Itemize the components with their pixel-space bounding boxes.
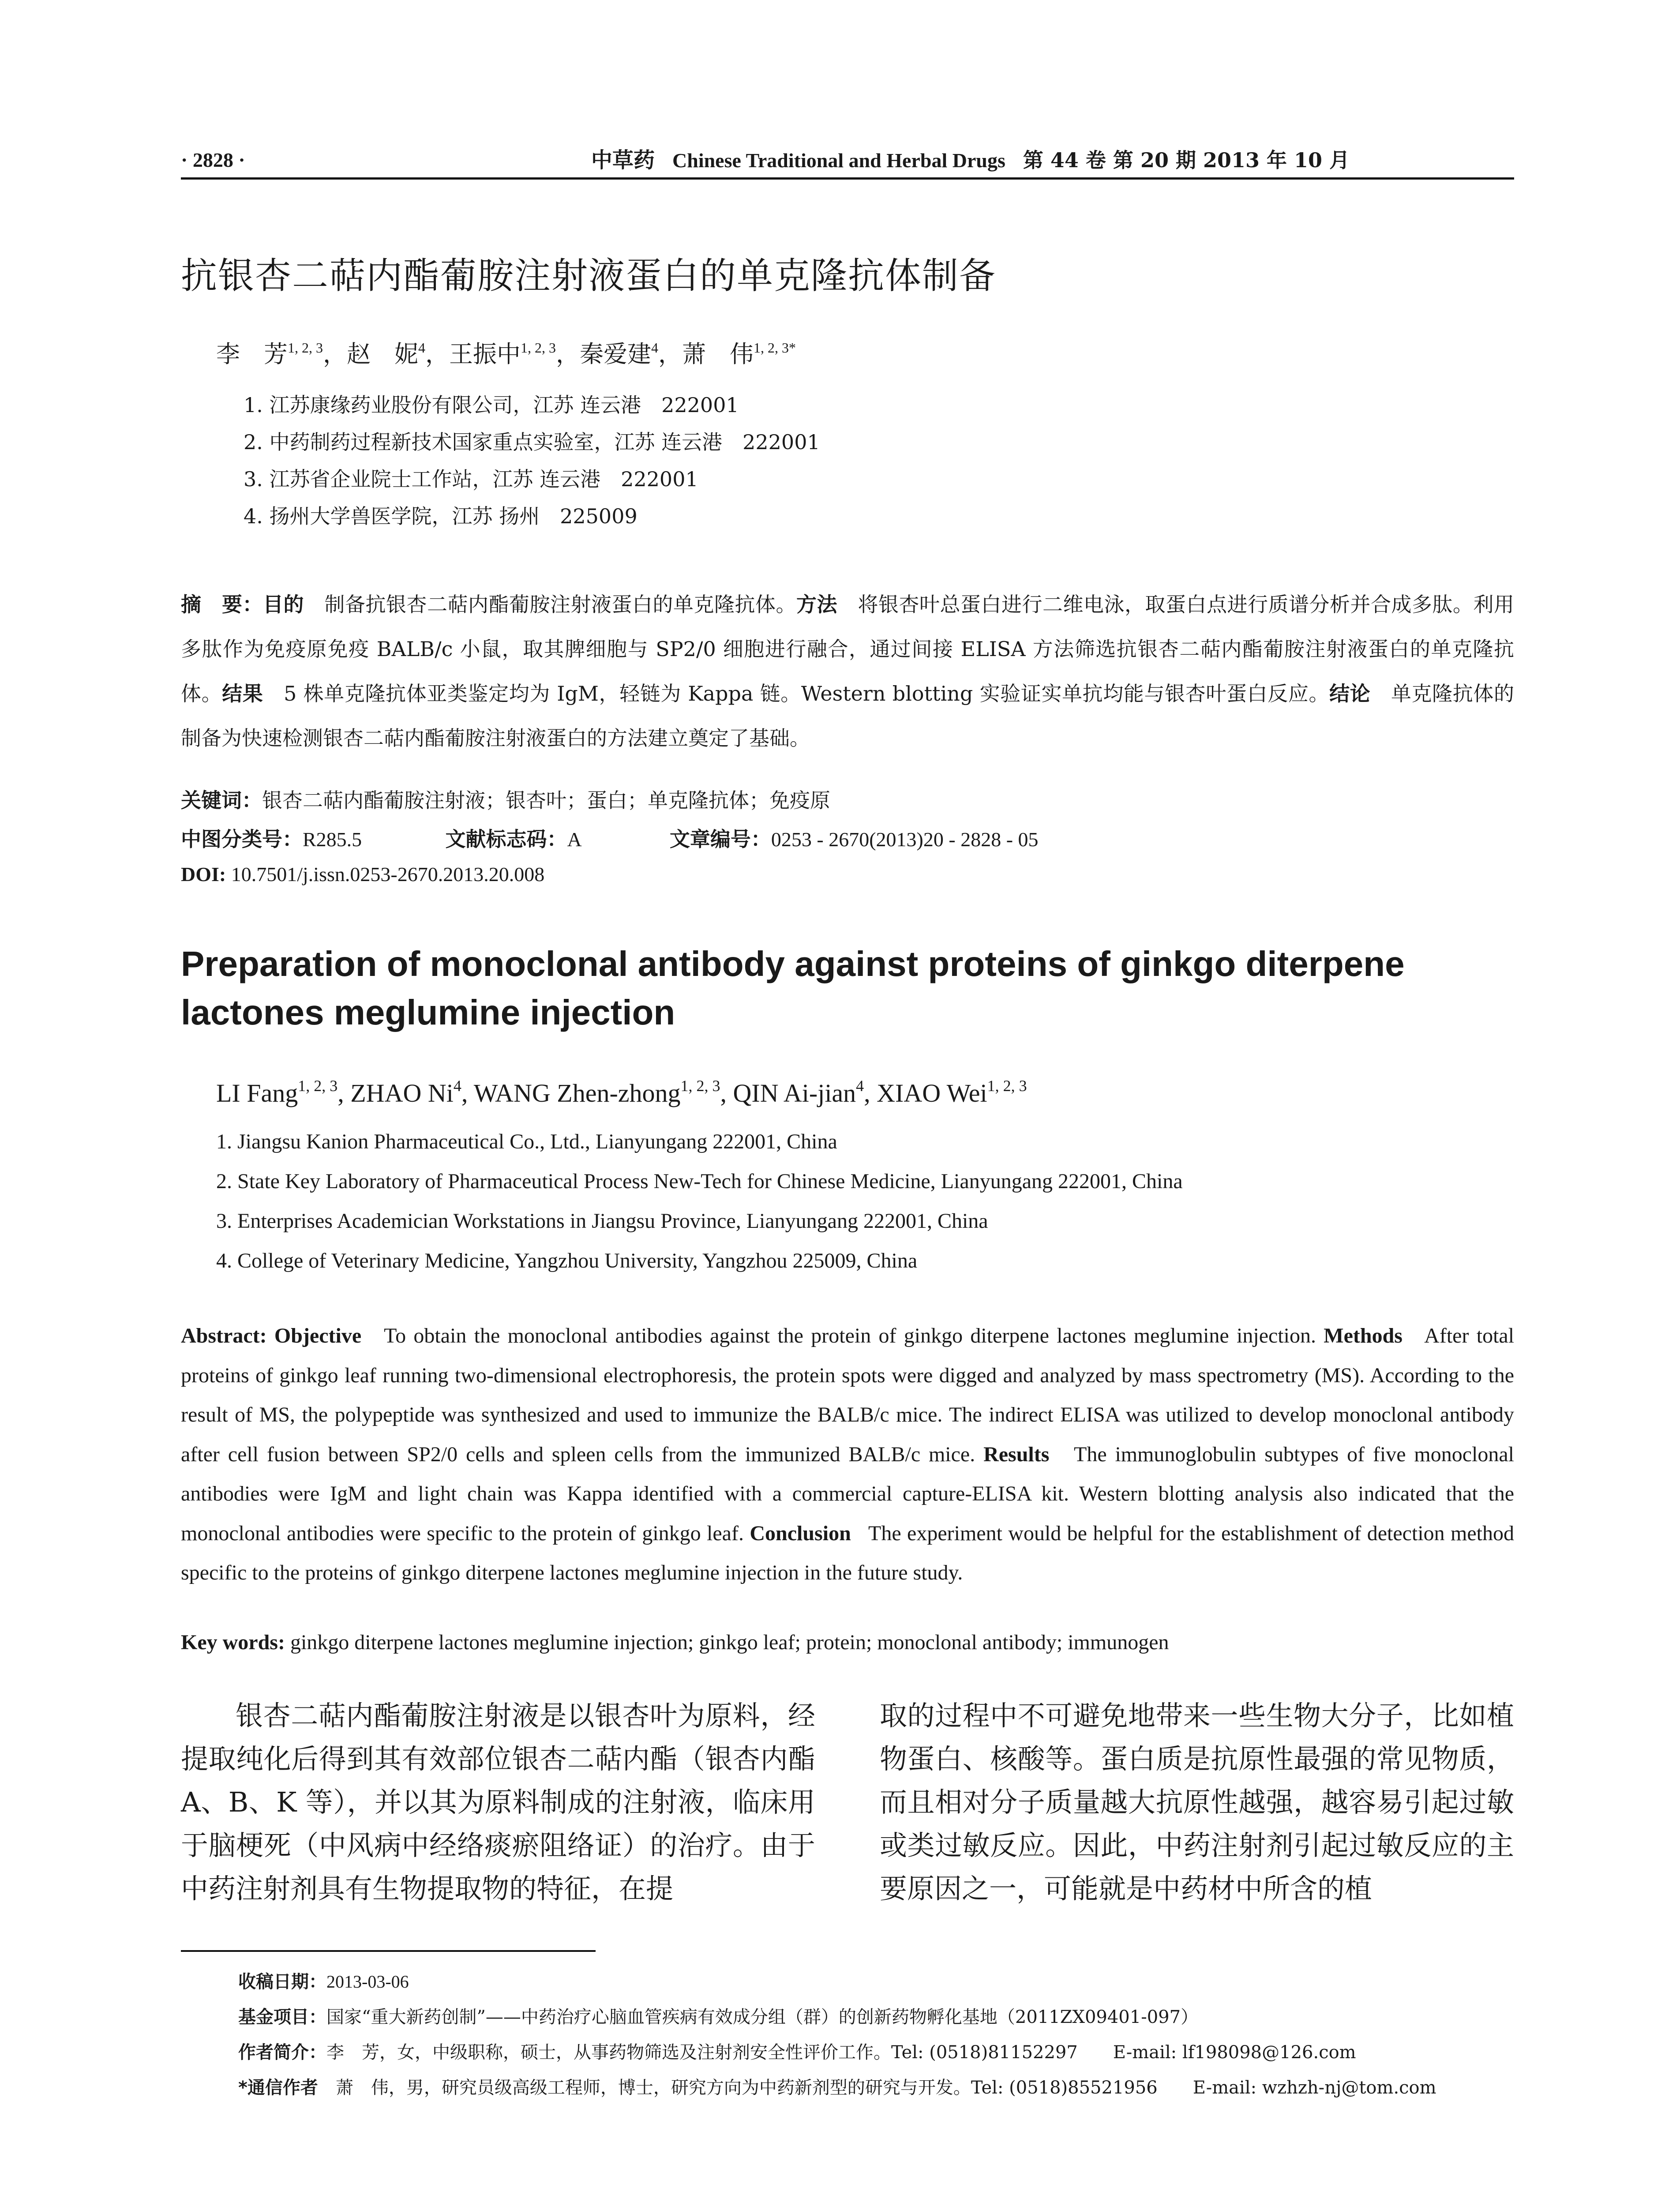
conclusion-text: The experiment would be helpful for the establishment of detection method specific to the proteins of ginkgo diterpene lactones meglumine injection in the future study. (181, 1521, 1515, 1584)
author-cn: 秦爱建 (580, 340, 651, 368)
affiliation-cn: 3. 江苏省企业院士工作站，江苏 连云港 222001 (244, 467, 698, 491)
author-text: 李 芳，女，中级职称，硕士，从事药物筛选及注射剂安全性评价工作。Tel: (0518)81152297 E-mail: lf198098@126.com (326, 2042, 1356, 2063)
author-cn: 赵 妮 (347, 340, 418, 368)
methods-text: 将银杏叶总蛋白进行二维电泳，取蛋白点进行质谱分析并合成多肽。利用多肽作为免疫原免疫 BALB/c 小鼠，取其脾细胞与 SP2/0 细胞进行融合，通过间接 ELISA 方法筛选抗银杏二萜内酯葡胺注射液蛋白的单克隆抗体。 (181, 593, 1514, 705)
results-label: 结果 (222, 682, 263, 705)
keywords-label: 关键词： (181, 788, 262, 812)
keywords-label: Key words: (181, 1631, 285, 1654)
author-sup: 4 (453, 1077, 461, 1095)
affiliation-cn: 4. 扬州大学兽医学院，江苏 扬州 225009 (244, 504, 638, 528)
clc-label: 中图分类号： (181, 827, 303, 851)
volume-info: 第 44 卷 第 20 期 2013 年 10 月 (1023, 148, 1350, 172)
classification-line (181, 823, 1039, 852)
keywords-text: ginkgo diterpene lactones meglumine injection; ginkgo leaf; protein; monoclonal antibody; immunogen (290, 1631, 1169, 1654)
footnote-fund (238, 2003, 1198, 2028)
objective-text: To obtain the monoclonal antibodies against the protein of ginkgo diterpene lactones meglumine injection. (384, 1324, 1316, 1347)
footnote-rule (181, 1950, 596, 1952)
article-no-label: 文章编号： (669, 827, 771, 851)
author-sup: 4 (418, 340, 425, 356)
author-sup: 1, 2, 3 (521, 340, 556, 356)
body-column-left: 银杏二萜内酯葡胺注射液是以银杏叶为原料，经提取纯化后得到其有效部位银杏二萜内酯（银杏内酯 A、B、K 等），并以其为原料制成的注射液，临床用于脑梗死（中风病中经络痰瘀阻络证）的治疗。由于中药注射剂具有生物提取物的特征，在提 (181, 1700, 815, 1905)
running-header (181, 140, 1514, 180)
body-column-right: 取的过程中不可避免地带来一些生物大分子，比如植物蛋白、核酸等。蛋白质是抗原性最强的常见物质，而且相对分子质量越大抗原性越强，越容易引起过敏或类过敏反应。因此，中药注射剂引起过敏反应的主要原因之一，可能就是中药材中所含的植 (880, 1700, 1514, 1905)
methods-label: 方法 (796, 593, 837, 616)
author-cn: 李 芳 (216, 340, 288, 368)
author-sup: 1, 2, 3 (987, 1077, 1027, 1095)
author-en: WANG Zhen-zhong (473, 1079, 681, 1107)
abstract-cn (181, 582, 1514, 761)
keywords-en (181, 1630, 1514, 1654)
author-sup: 1, 2, 3* (754, 340, 796, 356)
author-sup: 1, 2, 3 (680, 1077, 720, 1095)
author-en: ZHAO Ni (350, 1079, 454, 1107)
results-text: 5 株单克隆抗体亚类鉴定均为 IgM，轻链为 Kappa 链。Western blotting 实验证实单抗均能与银杏叶蛋白反应。 (284, 682, 1330, 705)
affiliation-en: 3. Enterprises Academician Workstations in Jiangsu Province, Lianyungang 222001, China (216, 1209, 988, 1233)
journal-name-cn: 中草药 (591, 148, 655, 173)
page-number: · 2828 · (181, 149, 245, 171)
conclusion-label: 结论 (1329, 682, 1371, 705)
doc-code-label: 文献标志码： (445, 827, 567, 851)
author-sup: 4 (651, 340, 658, 356)
authors-cn: 李 芳$^{1, 2, 3}$，赵 妮$^4$，王振中$^{1, 2, 3}$，秦爱建$^4$，萧 伟$^{1, 2, 3*}$ (216, 340, 796, 368)
doc-code-value: A (567, 828, 582, 851)
affiliation-en: 1. Jiangsu Kanion Pharmaceutical Co., Ltd., Lianyungang 222001, China (216, 1130, 837, 1153)
abstract-label: Abstract: (181, 1324, 267, 1347)
received-label: 收稿日期： (238, 1972, 326, 1992)
journal-name-en: Chinese Traditional and Herbal Drugs (672, 149, 1005, 172)
title-en: Preparation of monoclonal antibody against proteins of ginkgo diterpene lactones meglumine injection (181, 944, 1405, 1032)
authors-en: LI Fang$^{1, 2, 3}$, ZHAO Ni$^4$, WANG Zhen-zhong$^{1, 2, 3}$, QIN Ai-jian$^4$, XIAO Wei$^{1, 2, 3}$ (216, 1077, 1027, 1107)
abstract-en (181, 1316, 1514, 1593)
affiliation-cn: 2. 中药制药过程新技术国家重点实验室，江苏 连云港 222001 (244, 430, 820, 454)
affiliation-en: 4. College of Veterinary Medicine, Yangzhou University, Yangzhou 225009, China (216, 1249, 918, 1272)
corr-text: 萧 伟，男，研究员级高级工程师，博士，研究方向为中药新剂型的研究与开发。Tel: (0518)85521956 E-mail: wzhzh-nj@tom.com (335, 2078, 1436, 2098)
journal-header (591, 140, 1350, 180)
keywords-cn (181, 784, 830, 814)
author-en: XIAO Wei (877, 1079, 987, 1107)
abstract-label: 摘 要： (181, 593, 263, 616)
methods-text: After total proteins of ginkgo leaf running two-dimensional electrophoresis, the protein spots were digged and analyzed by mass spectrometry (MS). According to the result of MS, the polypeptide was synthesized and used to immunize the BALB/c mice. The indirect ELISA was utilized to develop monoclonal antibody after cell fusion between SP2/0 cells and spleen cells from the immunized BALB/c mice. (181, 1324, 1515, 1466)
corr-label: *通信作者 (238, 2078, 318, 2098)
article-no-value: 0253 - 2670(2013)20 - 2828 - 05 (771, 828, 1039, 851)
methods-label: Methods (1324, 1324, 1402, 1347)
results-text: The immunoglobulin subtypes of five monoclonal antibodies were IgM and light chain was Kappa identified with a commercial capture-ELISA kit. Western blotting analysis also indicated that the monoclonal antibodies were specific to the protein of ginkgo leaf. (181, 1442, 1514, 1545)
objective-label: 目的 (263, 593, 304, 616)
author-sup: 1, 2, 3 (288, 340, 323, 356)
conclusion-label: Conclusion (750, 1521, 851, 1545)
objective-label: Objective (274, 1324, 362, 1347)
objective-text: 制备抗银杏二萜内酯葡胺注射液蛋白的单克隆抗体。 (324, 593, 796, 616)
footnote-corresponding (238, 2074, 1436, 2099)
fund-text: 国家“重大新药创制”——中药治疗心脑血管疾病有效成分组（群）的创新药物孵化基地（2011ZX09401-097） (326, 2007, 1199, 2027)
author-cn: 王振中 (449, 340, 521, 368)
keywords-text: 银杏二萜内酯葡胺注射液；银杏叶；蛋白；单克隆抗体；免疫原 (262, 788, 830, 812)
doi-value: 10.7501/j.issn.0253-2670.2013.20.008 (231, 863, 545, 885)
fund-label: 基金项目： (238, 2007, 326, 2027)
affiliation-en: 2. State Key Laboratory of Pharmaceutical Process New-Tech for Chinese Medicine, Lianyungang 222001, China (216, 1170, 1183, 1193)
author-sup: 4 (856, 1077, 864, 1095)
author-en: QIN Ai-jian (733, 1079, 856, 1107)
author-cn: 萧 伟 (682, 340, 754, 368)
author-sup: 1, 2, 3 (298, 1077, 338, 1095)
received-date: 2013-03-06 (326, 1972, 409, 1992)
footnote-received (238, 1968, 409, 1993)
footnote-author (238, 2038, 1356, 2063)
title-cn: 抗银杏二萜内酯葡胺注射液蛋白的单克隆抗体制备 (181, 255, 997, 297)
author-en: LI Fang (216, 1079, 298, 1107)
affiliation-cn: 1. 江苏康缘药业股份有限公司，江苏 连云港 222001 (244, 393, 739, 417)
doi-label: DOI: (181, 863, 226, 885)
conclusion-text: 单克隆抗体的制备为快速检测银杏二萜内酯葡胺注射液蛋白的方法建立奠定了基础。 (181, 682, 1515, 750)
doi-line (181, 863, 544, 886)
header-rule (181, 177, 1514, 180)
results-label: Results (983, 1442, 1050, 1466)
clc-value: R285.5 (303, 828, 362, 851)
author-label: 作者简介： (238, 2042, 326, 2063)
